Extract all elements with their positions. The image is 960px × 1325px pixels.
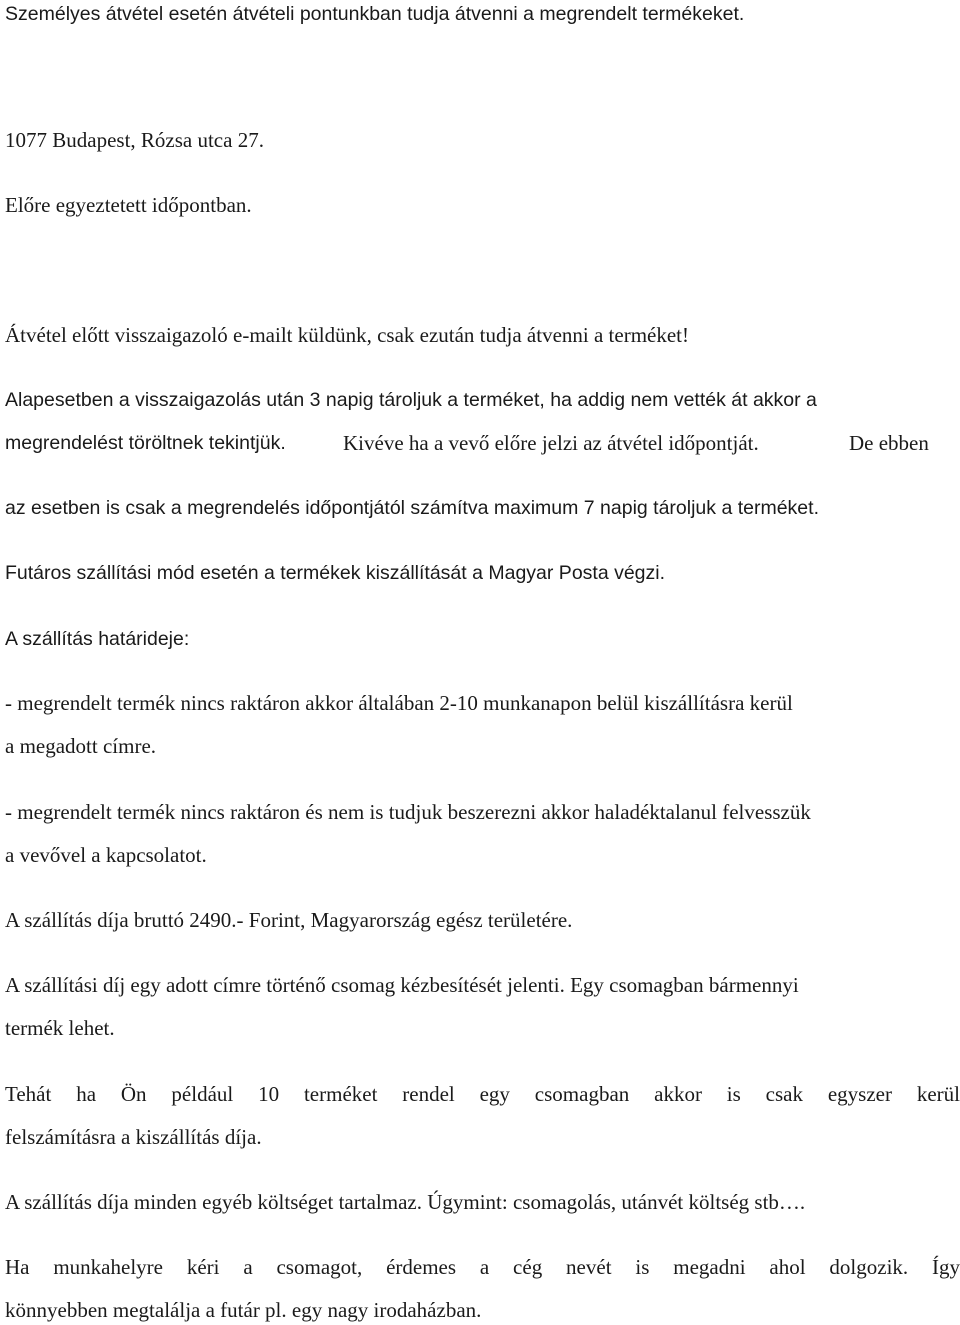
text-line-charged-once: felszámításra a kiszállítás díja. (5, 1125, 262, 1149)
text-line-fee-meaning: A szállítási díj egy adott címre történő csomag kézbesítését jelenti. Egy csomagban bármennyi (5, 973, 799, 997)
text-line-all-costs-included: A szállítás díja minden egyéb költséget tartalmaz. Úgymint: csomagolás, utánvét költség stb…. (5, 1190, 806, 1214)
text-line-max-storage: az esetben is csak a megrendelés időpontjától számítva maximum 7 napig tároljuk a terméket. (5, 497, 819, 519)
text-line-example: Tehát ha Ön például 10 terméket rendel egy csomagban akkor is csak egyszer kerül (5, 1082, 960, 1106)
text-line-cannot-procure: - megrendelt termék nincs raktáron és nem is tudjuk beszerezni akkor haladéktalanul felvesszük (5, 800, 811, 824)
text-line-courier: Futáros szállítási mód esetén a termékek kiszállítását a Magyar Posta végzi. (5, 562, 666, 584)
text-line-address: 1077 Budapest, Rózsa utca 27. (5, 128, 264, 152)
text-line-contact-customer: a vevővel a kapcsolatot. (5, 843, 207, 867)
text-line-given-address: a megadott címre. (5, 734, 157, 758)
text-line-cancellation: megrendelést töröltnek tekintjük. (5, 432, 286, 454)
text-line-workplace: Ha munkahelyre kéri a csomagot, érdemes a cég nevét is megadni ahol dolgozik. Így (5, 1255, 960, 1279)
text-line-shipping-fee: A szállítás díja bruttó 2490.- Forint, Magyarország egész területére. (5, 908, 573, 932)
text-line-any-products: termék lehet. (5, 1016, 115, 1040)
text-line-office-building: könnyebben megtalálja a futár pl. egy nagy irodaházban. (5, 1298, 482, 1322)
text-line-confirmation-email: Átvétel előtt visszaigazoló e-mailt küldünk, csak ezután tudja átvenni a terméket! (5, 323, 690, 347)
text-line-appointment: Előre egyeztetett időpontban. (5, 193, 252, 217)
text-line-exception: Kivéve ha a vevő előre jelzi az átvétel időpontját. (343, 431, 759, 455)
text-line-personal-pickup: Személyes átvétel esetén átvételi pontunkban tudja átvenni a megrendelt termékeket. (5, 3, 745, 25)
text-line-storage-policy: Alapesetben a visszaigazolás után 3 napig tároljuk a terméket, ha addig nem vették át akkor a (5, 389, 817, 411)
text-line-however: De ebben (849, 431, 929, 455)
text-line-out-of-stock: - megrendelt termék nincs raktáron akkor általában 2-10 munkanapon belül kiszállításra kerül (5, 691, 793, 715)
text-line-deadline-heading: A szállítás határideje: (5, 628, 190, 650)
